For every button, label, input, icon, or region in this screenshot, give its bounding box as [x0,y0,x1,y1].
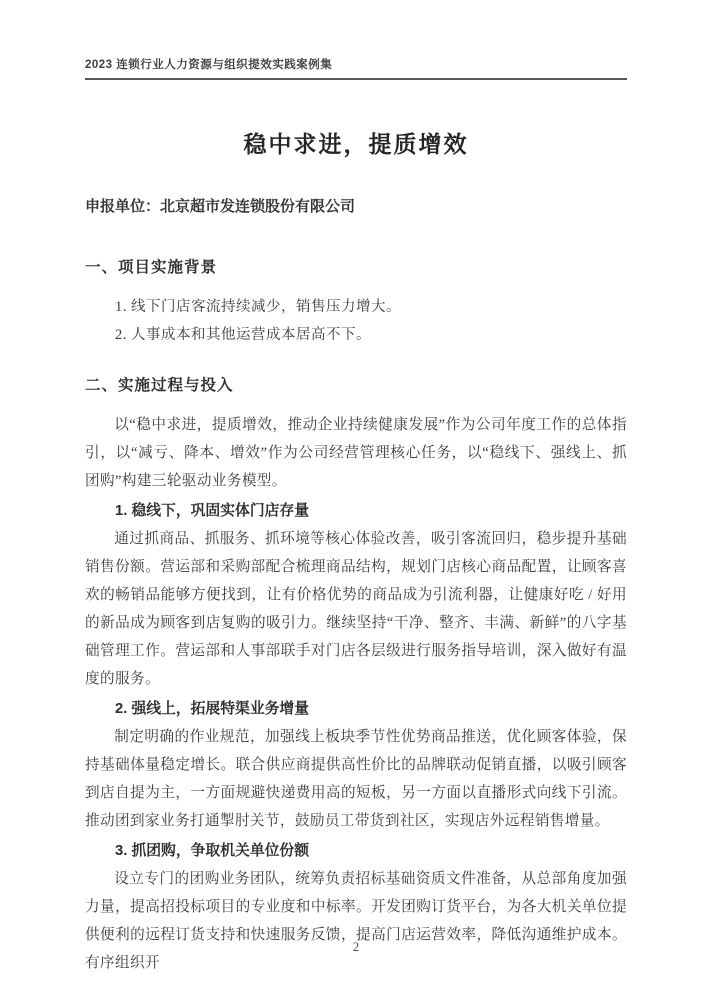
list-item: 2. 人事成本和其他运营成本居高不下。 [115,327,371,343]
page-footer [85,938,627,956]
header-rule [85,78,627,80]
list-item: 1. 线下门店客流持续减少，销售压力增大。 [115,299,401,315]
section-heading-background: 一、项目实施背景 [85,259,218,276]
subsection-body-online: 制定明确的作业规范，加强线上板块季节性优势商品推送，优化顾客体验，保持基础体量稳定增长。联合供应商提供高性价比的品牌联动促销直播，以吸引顾客到店自提为主，一方面规避快递费用高的短板，另一方面以直播形式向线下引流。推动团到家业务打通掣肘关节，鼓励员工带货到社区，实现店外远程销售增量。 [85,729,627,829]
background-list [85,293,627,349]
page-header [85,58,627,80]
section-heading-process: 二、实施过程与投入 [85,377,234,394]
subsection-body-groupbuy: 设立专门的团购业务团队，统筹负责招标基础资质文件准备，从总部角度加强力量，提高招投标项目的专业度和中标率。开发团购订货平台，为各大机关单位提供便利的远程订货支持和快速服务反馈，提高门店运营效率，降低沟通维护成本。有序组织开 [85,871,627,971]
running-header-title: 2023 连锁行业人力资源与组织提效实践案例集 [85,59,333,71]
process-intro-paragraph: 以“稳中求进，提质增效，推动企业持续健康发展”作为公司年度工作的总体指引，以“减亏、降本、增效”作为公司经营管理核心任务，以“稳线下、强线上、抓团购”构建三轮驱动业务模型。 [85,417,627,489]
subsection-body-offline: 通过抓商品、抓服务、抓环境等核心体验改善，吸引客流回归，稳步提升基础销售份额。营运部和采购部配合梳理商品结构，规划门店核心商品配置，让顾客喜欢的畅销品能够方便找到，让有价格优势的商品成为引流利器，让健康好吃 / 好用的新品成为顾客到店复购的吸引力。继续坚持“干净、整齐、丰满、新鲜”的八字基础管理工作。营运部和人事部联手对门店各层级进行服务指导培训，深入做好有温度的服务。 [85,531,627,687]
document-title: 稳中求进，提质增效 [243,132,469,157]
page-number: 2 [352,940,360,954]
subsection-heading-groupbuy: 3. 抓团购，争取机关单位份额 [115,843,310,859]
subsection-heading-offline: 1. 稳线下，巩固实体门店存量 [115,503,310,519]
applicant-line: 申报单位：北京超市发连锁股份有限公司 [85,198,356,215]
subsection-heading-online: 2. 强线上，拓展特渠业务增量 [115,701,310,717]
